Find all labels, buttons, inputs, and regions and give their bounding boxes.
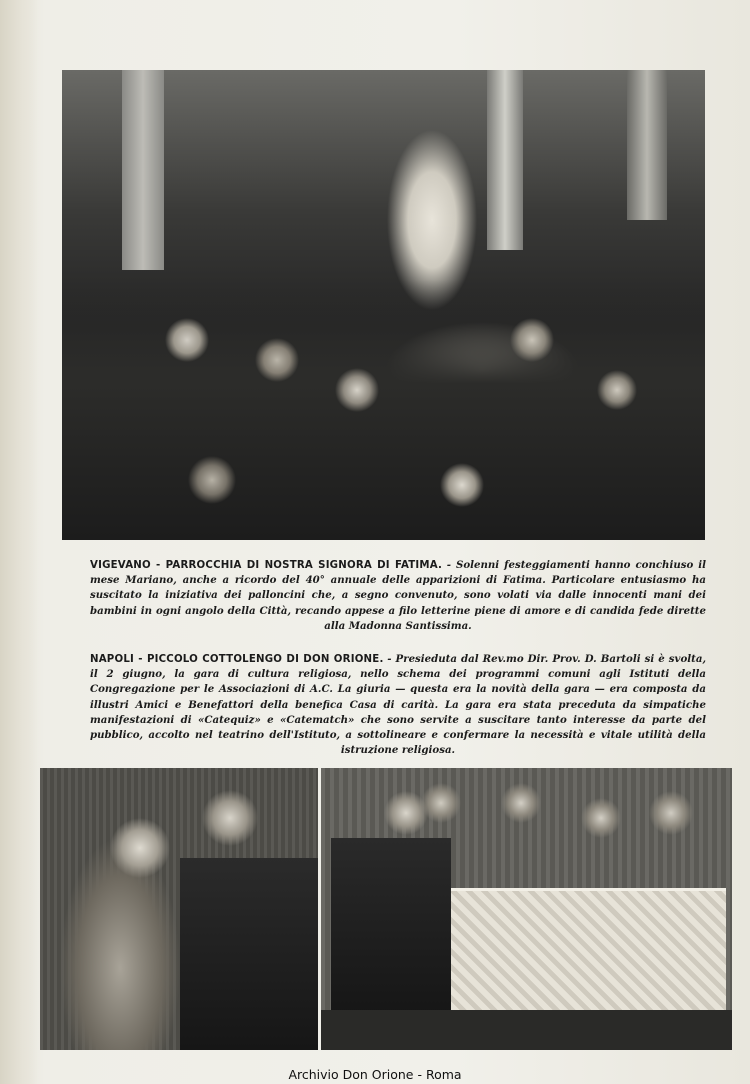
photo-pillar (627, 70, 667, 220)
caption-vigevano (90, 558, 706, 634)
photo-fatima-procession (62, 70, 705, 540)
photo-figure (180, 858, 318, 1050)
photo-contestant-microphone (40, 768, 318, 1050)
photo-crowd (62, 280, 705, 540)
caption-napoli-text: - Presieduta dal Rev.mo Dir. Prov. D. Bartoli si è svolta, il 2 giugno, la gara di cultura religiosa, nello schema dei programmi comuni agli Istituti della Congregazione per le Associazioni di A.C. La giuria — questa era la novità della gara — era composta da illustri Amici e Benefattori della benefica Casa di carità. La gara era stata preceduta da simpatiche manifestazioni di «Catequiz» e «Catematch» che sono servite a suscitare tanto interesse da parte del pubblico, accolto nel teatrino dell'Istituto, a sottolineare e confermare la necessità e vitale utilità della istruzione religiosa. (90, 653, 706, 757)
photo-jury-table (321, 768, 732, 1050)
photo-pillar (487, 70, 523, 250)
caption-napoli (90, 652, 706, 758)
photo-floor (321, 1010, 732, 1050)
photo-pillar (122, 70, 164, 270)
page-margin-shadow (0, 0, 38, 1084)
caption-vigevano-heading: VIGEVANO - PARROCCHIA DI NOSTRA SIGNORA DI FATIMA. (90, 560, 443, 571)
caption-napoli-heading: NAPOLI - PICCOLO COTTOLENGO DI DON ORIONE. (90, 654, 384, 665)
archive-footer: Archivio Don Orione - Roma (288, 1067, 462, 1082)
caption-vigevano-text: - Solenni festeggiamenti hanno conchiuso il mese Mariano, anche a ricordo del 40° annuale delle apparizioni di Fatima. Particolare entusiasmo ha suscitato la iniziativa dei palloncini che, a segno convenuto, sono volati via dalle innocenti mani dei bambini in ogni angolo della Città, recando appese a filo letterine piene di amore e di candida fede dirette alla Madonna Santissima. (90, 559, 706, 632)
